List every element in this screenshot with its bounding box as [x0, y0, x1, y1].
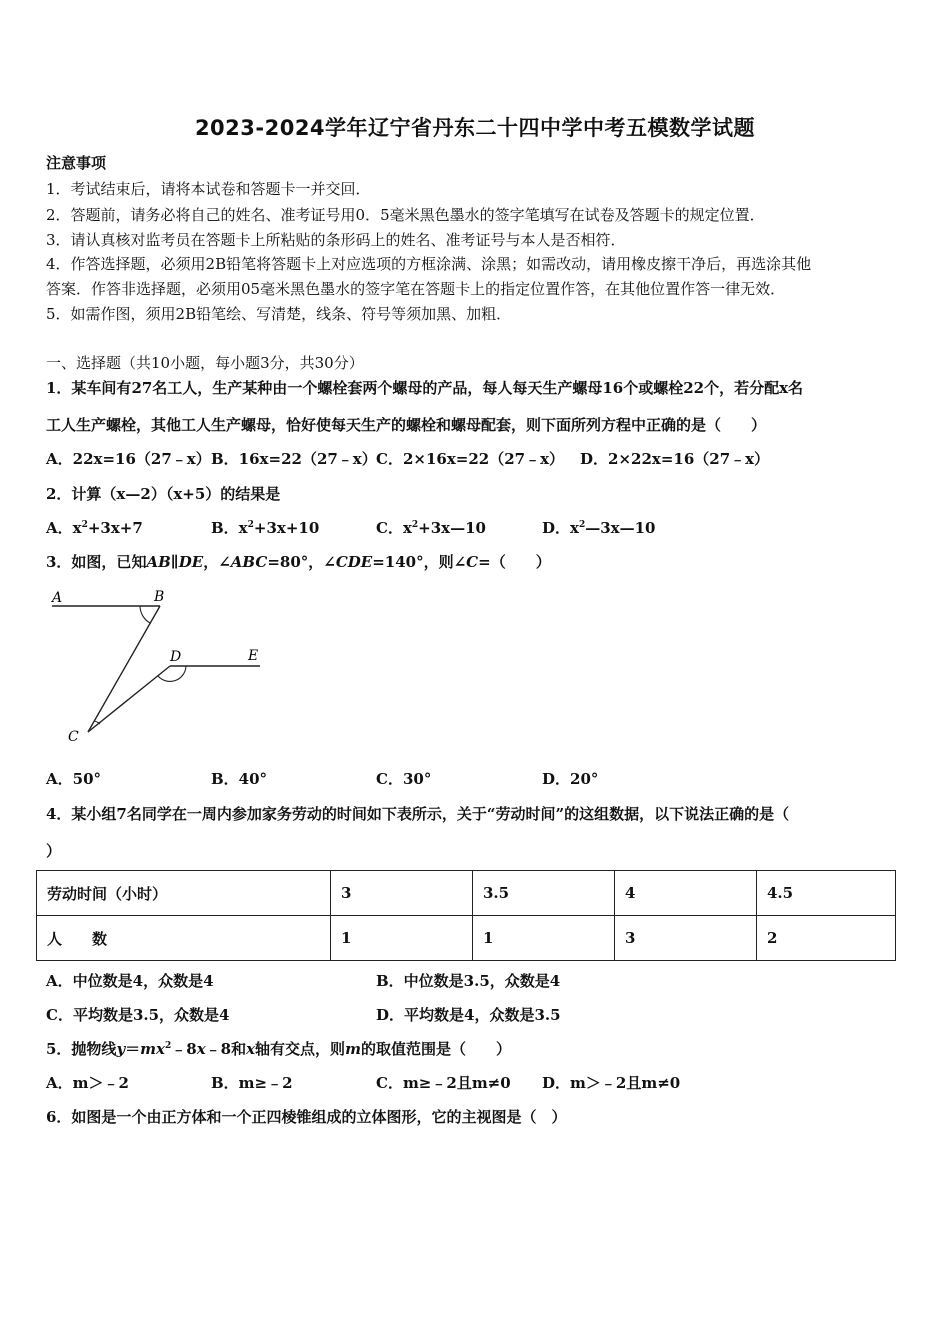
q4-stem-line1: 4．某小组7名同学在一周内参加家务劳动的时间如下表所示，关于“劳动时间”的这组数据，以下说法正确的是（	[46, 805, 790, 823]
line-bc	[88, 606, 160, 732]
q2-b-rest: +3x+10	[253, 519, 320, 537]
q3-end: =（ ）	[478, 553, 551, 571]
q2-a-rest: +3x+7	[87, 519, 143, 537]
q5-s3: ﹣8	[171, 1040, 197, 1058]
q3-ab: AB	[146, 553, 171, 571]
table-cell: 1	[331, 916, 473, 961]
q4-option-c[interactable]: C．平均数是3.5，众数是4	[46, 1006, 230, 1024]
q3-abc: ABC	[230, 553, 268, 571]
q2-c-text: C．x	[376, 519, 412, 537]
label-a: A	[52, 590, 63, 606]
table-row	[37, 916, 896, 961]
q5-s4: ﹣8和	[205, 1040, 247, 1058]
q3-cde: CDE	[335, 553, 373, 571]
q2-option-d[interactable]	[542, 517, 655, 538]
q1-option-a[interactable]: A．22x=16（27﹣x）	[46, 450, 211, 468]
table-cell: 3.5	[473, 871, 615, 916]
q5-s6: 的取值范围是（ ）	[360, 1040, 511, 1058]
q5-mx: mx	[140, 1040, 165, 1058]
q1-stem-line2: 工人生产螺栓，其他工人生产螺母，恰好使每天生产的螺栓和螺母配套，则下面所列方程中正确的是（ ）	[46, 416, 767, 434]
q3-stem-pre: 3．如图，已知	[46, 553, 147, 571]
section-heading: 一、选择题（共10小题，每小题3分，共30分）	[46, 354, 364, 372]
q5-s1: 5．抛物线	[46, 1040, 117, 1058]
table-cell: 人 数	[37, 916, 331, 961]
q3-option-c[interactable]: C．30°	[376, 770, 432, 788]
q5-option-d[interactable]: D．m＞﹣2且m≠0	[542, 1074, 681, 1092]
angle-b-arc	[140, 606, 150, 623]
q5-option-b[interactable]: B．m≥﹣2	[211, 1074, 293, 1092]
notice-item: 答案．作答非选择题，必须用05毫米黑色墨水的签字笔在答题卡上的指定位置作答，在其他位置作答一律无效．	[46, 280, 786, 298]
q3-stem	[46, 551, 551, 572]
q1-option-b[interactable]: B．16x=22（27﹣x）	[211, 450, 377, 468]
q5-x2: x	[246, 1040, 256, 1058]
table-cell: 3	[331, 871, 473, 916]
q3-option-d[interactable]: D．20°	[542, 770, 599, 788]
q2-c-rest: +3x—10	[418, 519, 486, 537]
q1-option-c[interactable]: C．2×16x=22（27﹣x）	[376, 450, 565, 468]
q3-angle1: ，∠	[203, 553, 231, 571]
q5-option-a[interactable]: A．m＞﹣2	[46, 1074, 129, 1092]
notice-item: 1．考试结束后，请将本试卷和答题卡一并交回．	[46, 180, 371, 198]
table-row	[37, 871, 896, 916]
q4-option-b[interactable]: B．中位数是3.5，众数是4	[376, 972, 561, 990]
q5-m: m	[345, 1040, 361, 1058]
q2-c-sup: 2	[411, 520, 419, 530]
q2-a-sup: 2	[81, 520, 88, 530]
labor-time-table	[36, 870, 896, 961]
table-cell: 2	[757, 916, 896, 961]
page-title: 2023-2024学年辽宁省丹东二十四中学中考五模数学试题	[194, 116, 756, 140]
notice-item: 4．作答选择题，必须用2B铅笔将答题卡上对应选项的方框涂满、涂黑；如需改动，请用橡皮擦干净后，再选涂其他	[46, 255, 812, 273]
table-cell: 4	[615, 871, 757, 916]
q5-option-c[interactable]: C．m≥﹣2且m≠0	[376, 1074, 511, 1092]
angle-d-arc	[158, 666, 186, 681]
label-c: C	[68, 729, 79, 745]
q2-option-a[interactable]	[46, 517, 143, 538]
q2-stem: 2．计算（x—2）（x+5）的结果是	[46, 485, 281, 503]
label-d: D	[170, 649, 182, 665]
q5-y: y	[116, 1040, 126, 1058]
q3-eq80: =80°，∠	[267, 553, 336, 571]
q3-c: C	[466, 553, 479, 571]
q2-a-text: A．x	[46, 519, 82, 537]
notice-item: 2．答题前，请务必将自己的姓名、准考证号用0．5毫米黑色墨水的签字笔填写在试卷及答题卡的规定位置．	[46, 206, 765, 224]
table-cell: 4.5	[757, 871, 896, 916]
notice-item: 5．如需作图，须用2B铅笔绘、写清楚，线条、符号等须加黑、加粗．	[46, 305, 512, 323]
q3-option-b[interactable]: B．40°	[211, 770, 268, 788]
notice-heading: 注意事项	[46, 154, 107, 172]
q5-s2: ＝	[125, 1040, 141, 1058]
q3-option-a[interactable]: A．50°	[46, 770, 102, 788]
q2-option-b[interactable]	[211, 517, 319, 538]
table-cell: 劳动时间（小时）	[37, 871, 331, 916]
q1-stem-line1: 1．某车间有27名工人，生产某种由一个螺栓套两个螺母的产品，每人每天生产螺母16个或螺栓22个，若分配x名	[46, 379, 804, 397]
q2-b-sup: 2	[247, 520, 254, 530]
q3-figure	[46, 584, 276, 750]
q3-parallel: ∥	[170, 553, 179, 571]
line-dc	[88, 666, 170, 732]
q2-d-sup: 2	[578, 520, 586, 530]
q2-d-text: D．x	[542, 519, 579, 537]
q5-stem	[46, 1038, 511, 1059]
q4-stem-line2: ）	[46, 842, 62, 860]
q6-stem: 6．如图是一个由正方体和一个正四棱锥组成的立体图形，它的主视图是（ ）	[46, 1108, 567, 1126]
q5-x1: x	[196, 1040, 206, 1058]
label-e: E	[248, 648, 259, 664]
q5-s5: 轴有交点，则	[255, 1040, 346, 1058]
q3-de: DE	[178, 553, 204, 571]
table-cell: 3	[615, 916, 757, 961]
q4-option-d[interactable]: D．平均数是4，众数是3.5	[376, 1006, 561, 1024]
q2-b-text: B．x	[211, 519, 248, 537]
q1-option-d[interactable]: D．2×22x=16（27﹣x）	[580, 450, 770, 468]
notice-item: 3．请认真核对监考员在答题卡上所粘贴的条形码上的姓名、准考证号与本人是否相符．	[46, 231, 626, 249]
label-b: B	[154, 589, 165, 605]
table-cell: 1	[473, 916, 615, 961]
q2-option-c[interactable]	[376, 517, 486, 538]
q4-option-a[interactable]: A．中位数是4，众数是4	[46, 972, 214, 990]
q3-eq140: =140°，则∠	[372, 553, 467, 571]
q2-d-rest: —3x—10	[585, 519, 656, 537]
q5-sup: 2	[165, 1041, 172, 1051]
